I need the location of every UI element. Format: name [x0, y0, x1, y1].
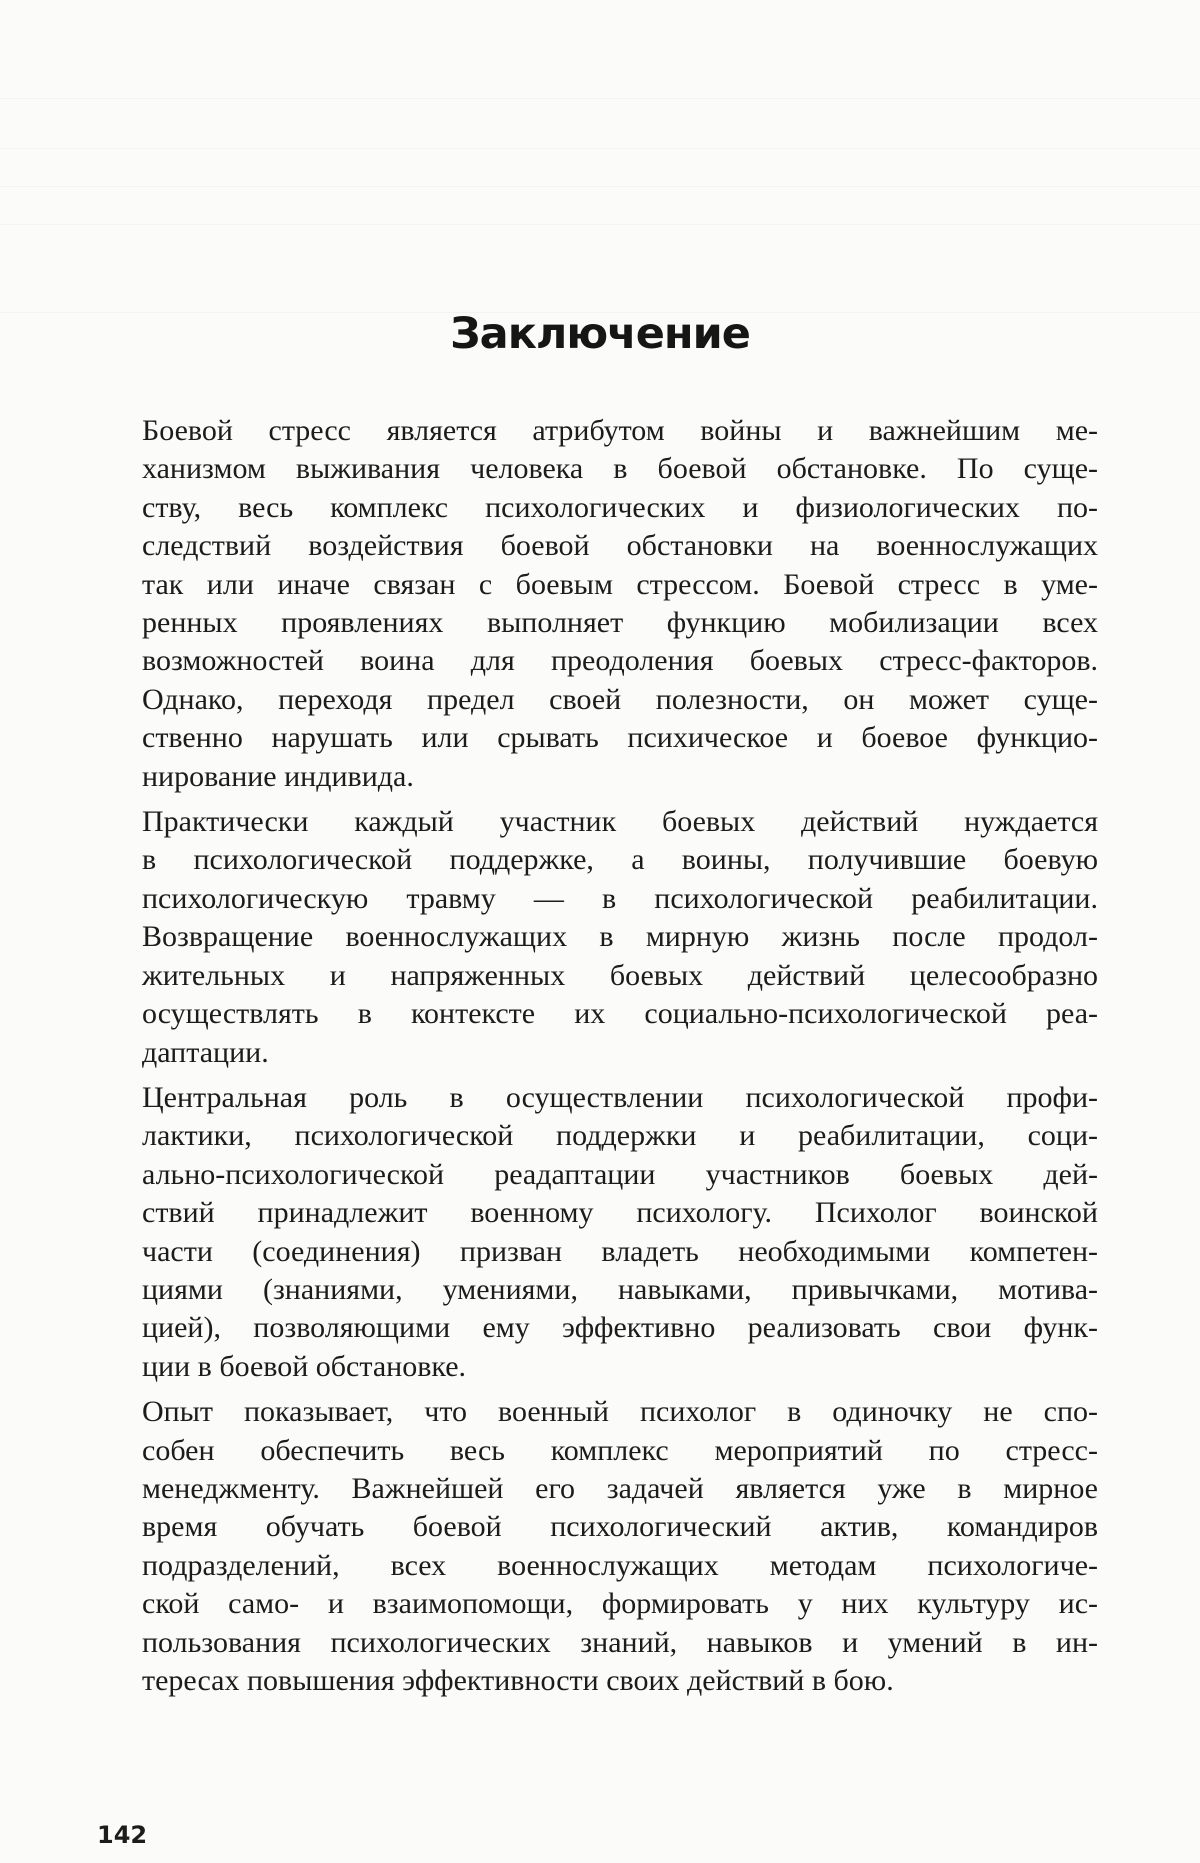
text-line: ханизмом выживания человека в боевой обстановке. По суще- — [142, 452, 1098, 486]
text-line: лактики, психологической поддержки и реабилитации, соци- — [142, 1119, 1098, 1153]
text-line: цией), позволяющими ему эффективно реализовать свои функ- — [142, 1311, 1098, 1345]
text-line: ции в боевой обстановке. — [142, 1349, 467, 1383]
text-line: Однако, переходя предел своей полезности, он может суще- — [142, 682, 1098, 716]
body-text — [97, 412, 1098, 1707]
text-line: ственно нарушать или срывать психическое и боевое функцио- — [142, 721, 1098, 755]
show-through-line — [0, 224, 1200, 225]
text-line: психологическую травму — в психологической реабилитации. — [142, 881, 1098, 915]
text-line: части (соединения) призван владеть необходимыми компетен- — [142, 1234, 1098, 1268]
text-line: циями (знаниями, умениями, навыками, привычками, мотива- — [142, 1272, 1098, 1306]
paragraph — [97, 1393, 1098, 1700]
show-through-line — [0, 98, 1200, 99]
text-line: Возвращение военнослужащих в мирную жизнь после продол- — [142, 920, 1098, 954]
text-line: Практически каждый участник боевых действий нуждается — [142, 805, 1098, 839]
text-line: время обучать боевой психологический актив, командиров — [142, 1510, 1098, 1544]
text-line: ству, весь комплекс психологических и физиологических по- — [142, 490, 1098, 524]
text-line: подразделений, всех военнослужащих методам психологиче- — [142, 1548, 1098, 1582]
text-line: так или иначе связан с боевым стрессом. Боевой стресс в уме- — [142, 567, 1098, 601]
text-line: следствий воздействия боевой обстановки на военнослужащих — [142, 529, 1098, 563]
text-line: жительных и напряженных боевых действий целесообразно — [142, 958, 1098, 992]
text-line: в психологической поддержке, а воины, получившие боевую — [142, 843, 1098, 877]
text-line: собен обеспечить весь комплекс мероприятий по стресс- — [142, 1433, 1098, 1467]
paragraph — [97, 412, 1098, 796]
paragraph — [97, 1079, 1098, 1386]
text-line: ренных проявлениях выполняет функцию мобилизации всех — [142, 606, 1098, 640]
paragraph — [97, 803, 1098, 1072]
text-line: ствий принадлежит военному психологу. Психолог воинской — [142, 1196, 1098, 1230]
text-line: возможностей воина для преодоления боевых стресс-факторов. — [142, 644, 1098, 678]
chapter-heading: Заключение — [450, 308, 750, 359]
text-line: ской само- и взаимопомощи, формировать у них культуру ис- — [142, 1587, 1098, 1621]
text-line: менеджменту. Важнейшей его задачей является уже в мирное — [142, 1471, 1098, 1505]
text-line: ально-психологической реадаптации участников боевых дей- — [142, 1157, 1098, 1191]
text-line: нирование индивида. — [142, 759, 414, 793]
text-line: даптации. — [142, 1035, 269, 1069]
text-line: Опыт показывает, что военный психолог в одиночку не спо- — [142, 1395, 1098, 1429]
text-line: Боевой стресс является атрибутом войны и важнейшим ме- — [142, 414, 1098, 447]
show-through-line — [0, 148, 1200, 149]
show-through-line — [0, 186, 1200, 187]
text-line: тересах повышения эффективности своих действий в бою. — [142, 1664, 894, 1697]
text-line: осуществлять в контексте их социально-психологической реа- — [142, 997, 1098, 1031]
text-line: Центральная роль в осуществлении психологической профи- — [142, 1080, 1098, 1114]
page-number: 142 — [97, 1821, 148, 1849]
text-line: пользования психологических знаний, навыков и умений в ин- — [142, 1625, 1098, 1659]
